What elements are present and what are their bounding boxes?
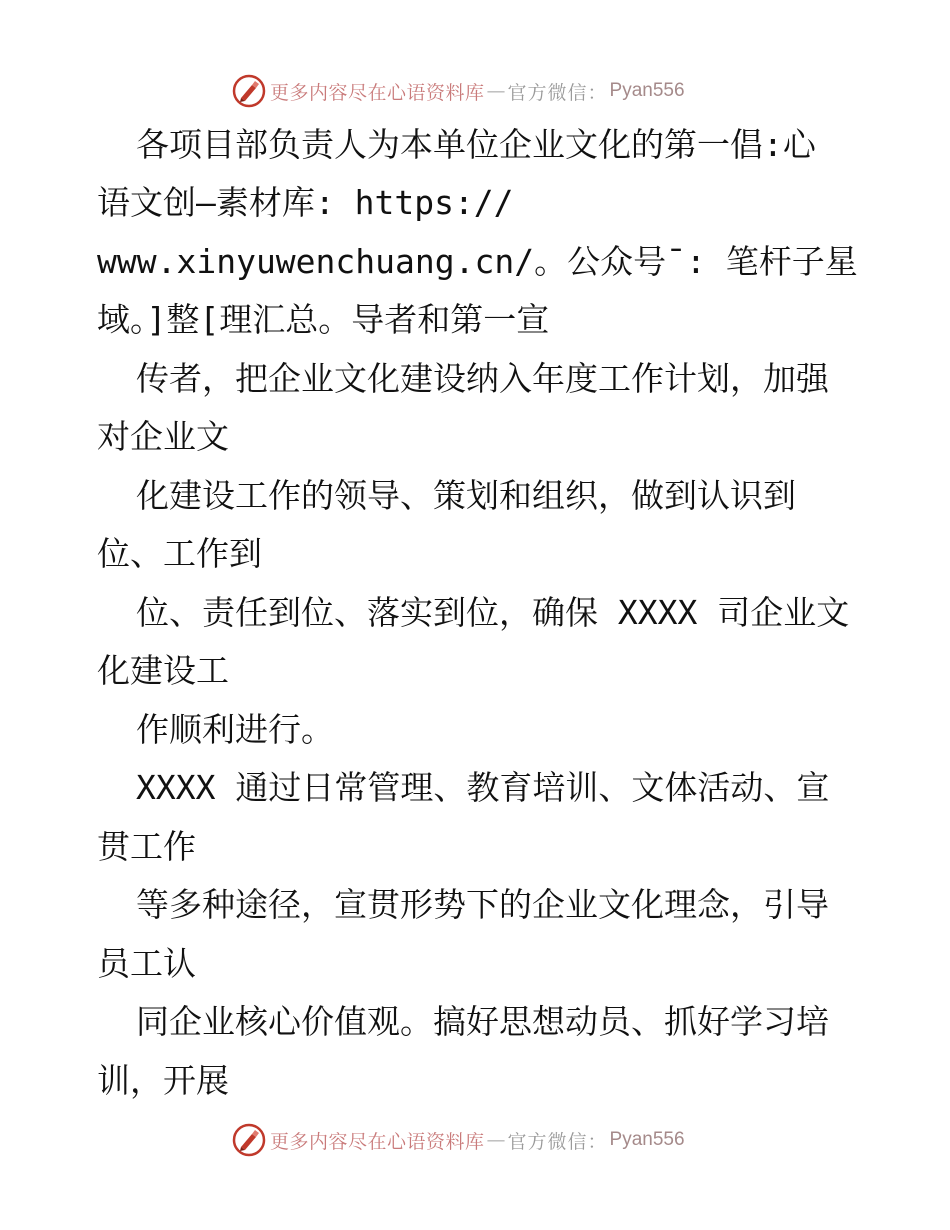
body-line: 域。]整[理汇总。导者和第一宣	[97, 300, 550, 339]
body-line: 等多种途径，宣贯形势下的企业文化理念，引导	[136, 885, 829, 924]
body-line: www.xinyuwenchuang.cn/。公众号¯: 笔杆子星	[97, 242, 858, 281]
footer-banner	[232, 1120, 722, 1160]
body-line: 化建设工作的领导、策划和组织，做到认识到	[136, 476, 796, 515]
pen-logo-icon	[232, 1123, 266, 1157]
body-line: 化建设工	[97, 651, 229, 690]
body-line: 传者，把企业文化建设纳入年度工作计划，加强	[136, 359, 829, 398]
body-line: 贯工作	[97, 827, 196, 866]
body-line: 训，开展	[97, 1061, 229, 1100]
body-line: 同企业核心价值观。搞好思想动员、抓好学习培	[136, 1002, 829, 1041]
header-banner-wechat-id: Pyan556	[609, 80, 685, 101]
body-line: XXXX 通过日常管理、教育培训、文体活动、宣	[136, 768, 830, 807]
body-line: 位、工作到	[97, 534, 262, 573]
body-line: 位、责任到位、落实到位，确保 XXXX 司企业文	[136, 593, 850, 632]
body-line: 对企业文	[97, 417, 229, 456]
footer-banner-official-label: 官方微信：	[507, 1130, 608, 1153]
header-banner-text: 更多内容尽在心语资料库	[270, 81, 485, 104]
footer-banner-wechat-id: Pyan556	[609, 1129, 685, 1150]
body-line: 员工认	[97, 944, 196, 983]
header-banner-official-label: 官方微信：	[507, 81, 608, 104]
body-line: 作顺利进行。	[136, 710, 334, 749]
footer-banner-text: 更多内容尽在心语资料库	[270, 1130, 485, 1153]
footer-banner-separator: —	[486, 1129, 506, 1151]
body-line: 语文创—素材库: https://	[97, 183, 514, 222]
body-line: 各项目部负责人为本单位企业文化的第一倡:心	[136, 125, 816, 164]
header-banner-separator: —	[486, 80, 506, 102]
